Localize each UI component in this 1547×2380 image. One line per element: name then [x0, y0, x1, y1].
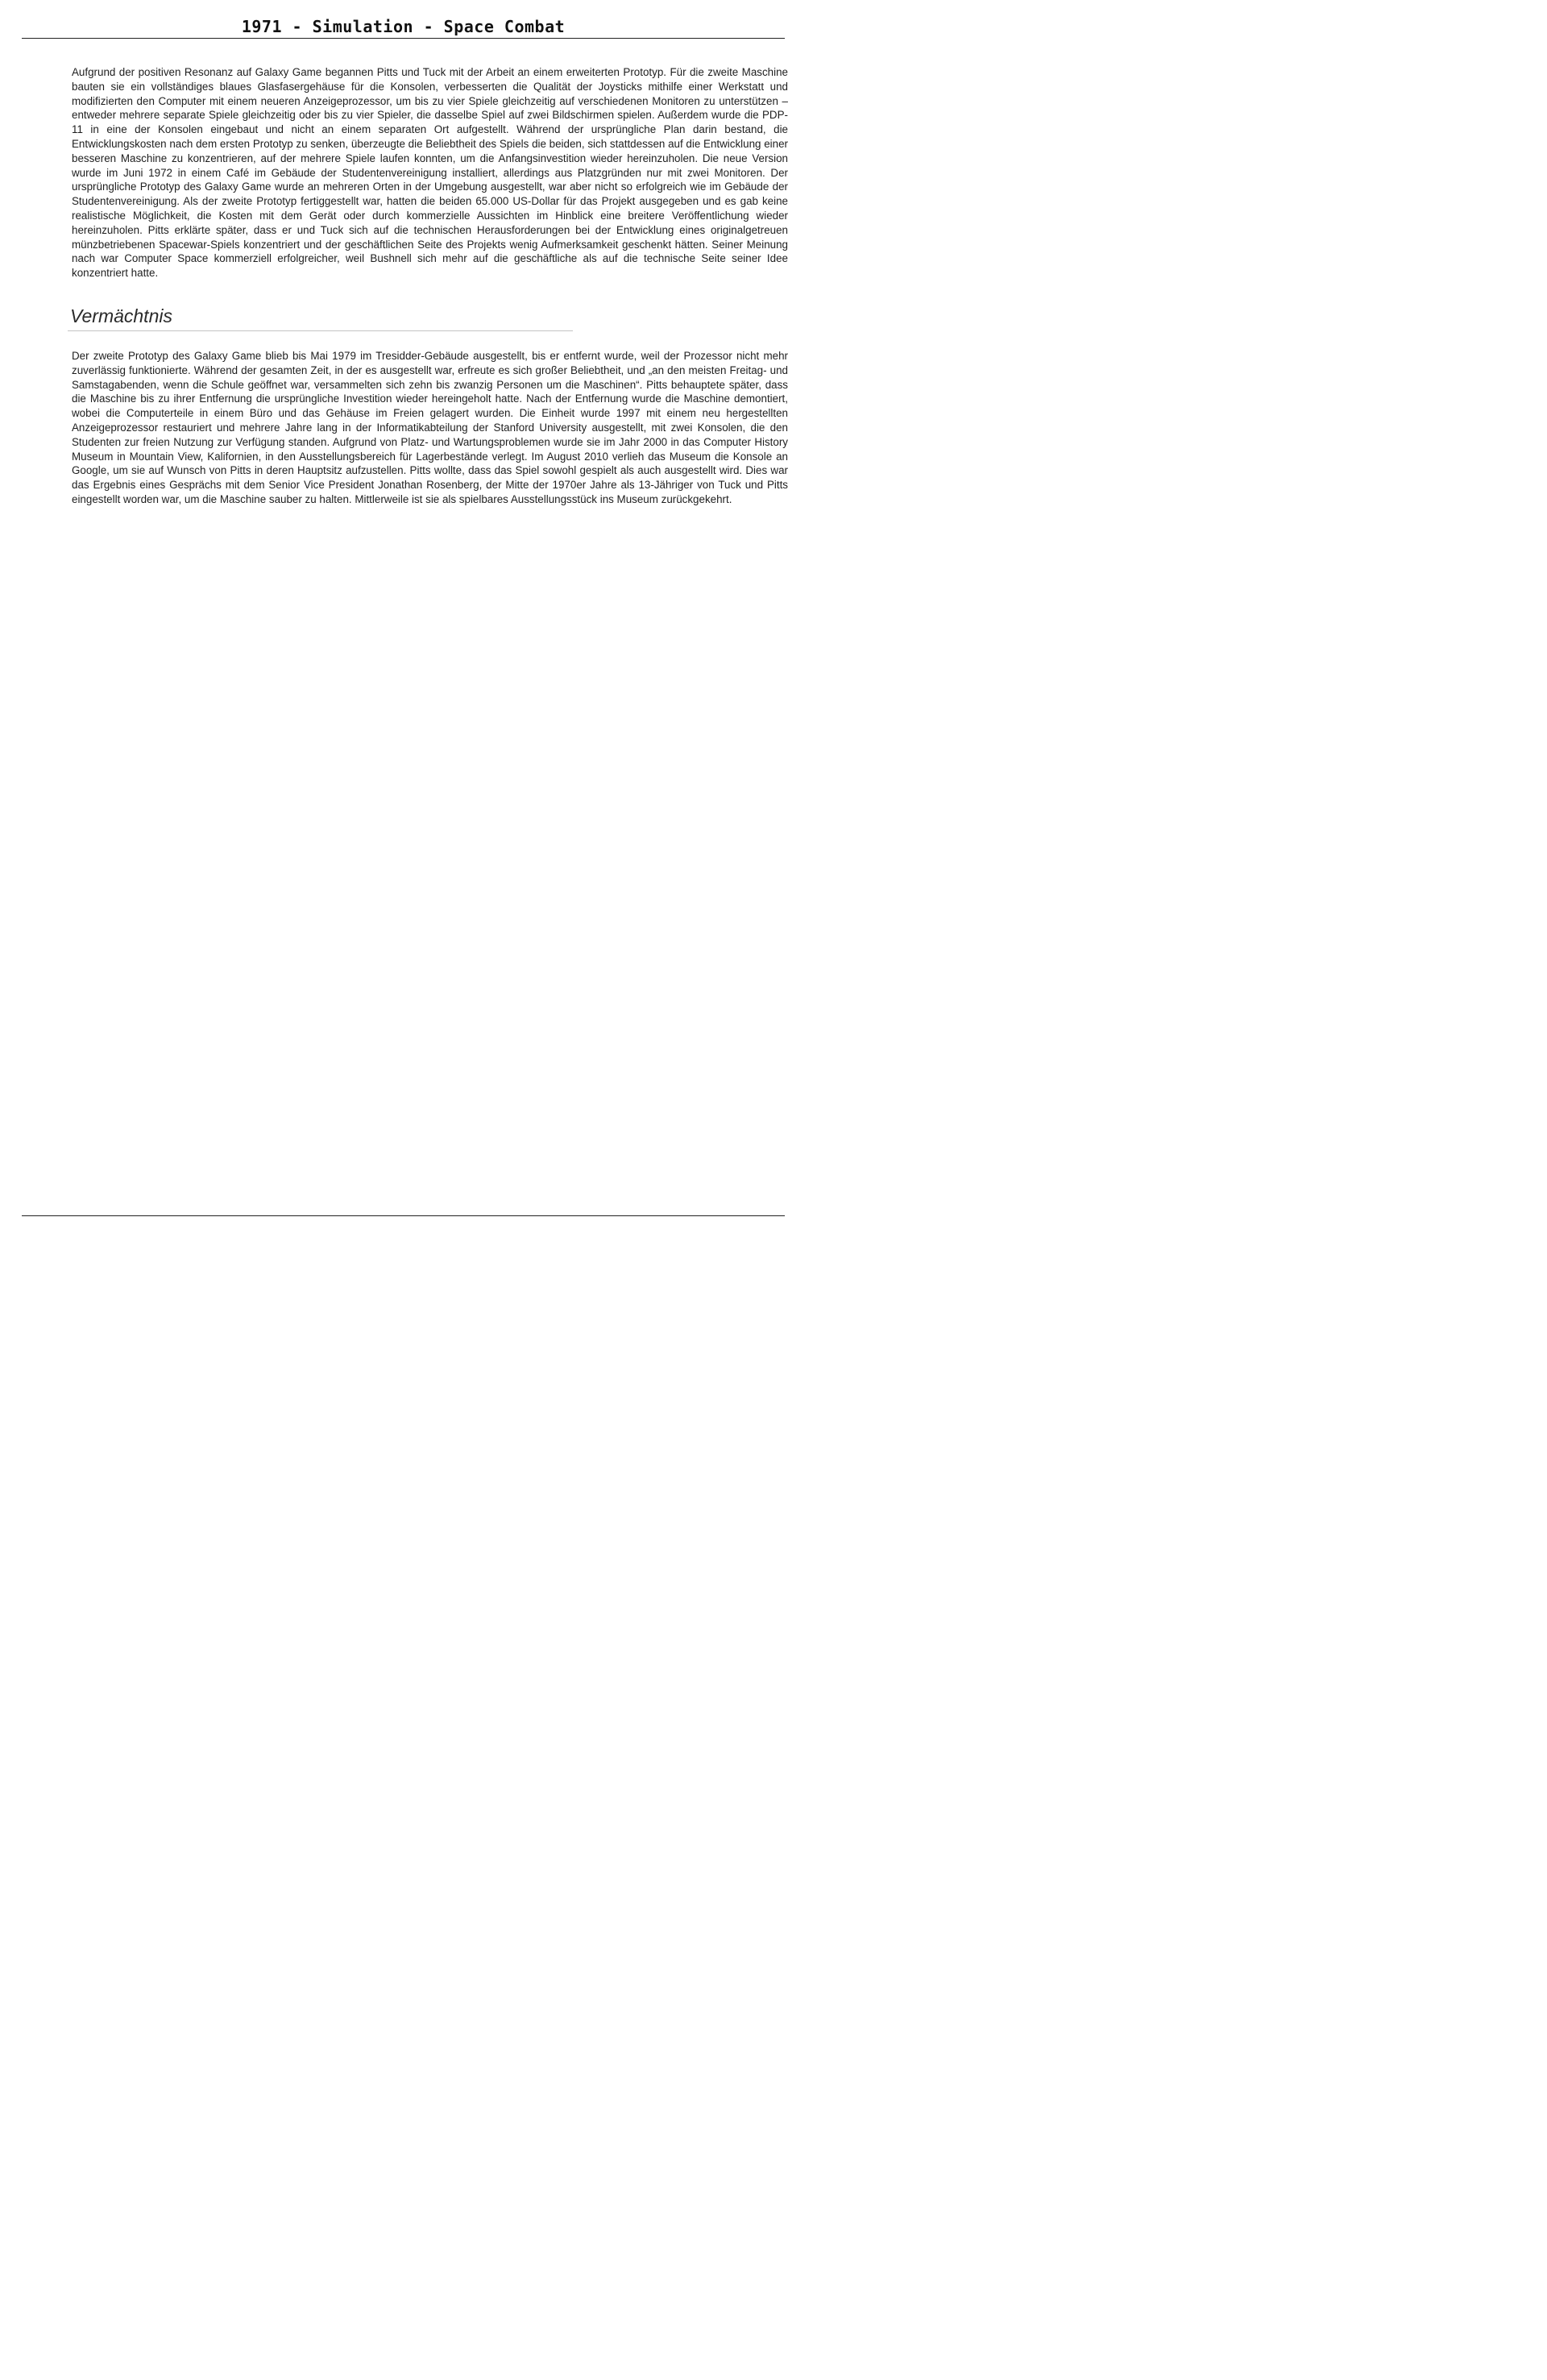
page-title: 1971 - Simulation - Space Combat	[241, 17, 566, 36]
body-paragraph-1: Aufgrund der positiven Resonanz auf Galaxy Game begannen Pitts und Tuck mit der Arbeit an einem erweiterten Prototyp. Für die zweite Maschine bauten sie ein vollständiges blaues Glasfasergehäuse für die Konsolen, verbesserten die Qualität der Joysticks mithilfe einer Werkstatt und modifizierten den Computer mit einem neueren Anzeigeprozessor, um bis zu vier Spiele gleichzeitig auf verschiedenen Monitoren zu unterstützen – entweder mehrere separate Spiele gleichzeitig oder bis zu vier Spieler, die dasselbe Spiel auf zwei Bildschirmen spielen. Außerdem wurde die PDP-11 in eine der Konsolen eingebaut und nicht an einem separaten Ort aufgestellt. Während der ursprüngliche Plan darin bestand, die Entwicklungskosten nach dem ersten Prototyp zu senken, überzeugte die Beliebtheit des Spiels die beiden, sich stattdessen auf die Entwicklung einer besseren Maschine zu konzentrieren, auf der mehrere Spiele laufen konnten, um die Anfangsinvestition wieder hereinzuholen. Die neue Version wurde im Juni 1972 in einem Café im Gebäude der Studentenvereinigung installiert, allerdings aus Platzgründen nur mit zwei Monitoren. Der ursprüngliche Prototyp des Galaxy Game wurde an mehreren Orten in der Umgebung ausgestellt, war aber nicht so erfolgreich wie im Gebäude der Studentenvereinigung. Als der zweite Prototyp fertiggestellt war, hatten die beiden 65.000 US-Dollar für das Projekt ausgegeben und es gab keine realistische Möglichkeit, die Kosten mit dem Gerät oder durch kommerzielle Aussichten im Hinblick eine breitere Veröffentlichung wieder hereinzuholen. Pitts erklärte später, dass er und Tuck sich auf die technischen Herausforderungen bei der Entwicklung eines originalgetreuen münzbetriebenen Spacewar-Spiels konzentriert und der geschäftlichen Seite des Projekts wenig Aufmerksamkeit geschenkt hätten. Seiner Meinung nach war Computer Space kommerziell erfolgreicher, weil Bushnell sich mehr auf die geschäftliche als auf die technische Seite seiner Idee konzentriert hatte.	[72, 66, 788, 280]
section-heading-vermaechtnis: Vermächtnis	[70, 305, 172, 326]
section-divider	[68, 330, 573, 331]
footer-divider	[22, 1215, 785, 1216]
body-paragraph-2: Der zweite Prototyp des Galaxy Game blieb bis Mai 1979 im Tresidder-Gebäude ausgestellt, bis er entfernt wurde, weil der Prozessor nicht mehr zuverlässig funktionierte. Während der gesamten Zeit, in der es ausgestellt war, erfreute es sich großer Beliebtheit, und „an den meisten Freitag- und Samstagabenden, wenn die Schule geöffnet war, versammelten sich zehn bis zwanzig Personen um die Maschinen“. Pitts behauptete später, dass die Maschine bis zu ihrer Entfernung die ursprüngliche Investition wieder hereingeholt hatte. Nach der Entfernung wurde die Maschine demontiert, wobei die Computerteile in einem Büro und das Gehäuse im Freien gelagert wurden. Die Einheit wurde 1997 mit einem neu hergestellten Anzeigeprozessor restauriert und mehrere Jahre lang in der Informatikabteilung der Stanford University ausgestellt, mit zwei Konsolen, die den Studenten zur freien Nutzung zur Verfügung standen. Aufgrund von Platz- und Wartungsproblemen wurde sie im Jahr 2000 in das Computer History Museum in Mountain View, Kalifornien, in den Ausstellungsbereich für Lagerbestände verlegt. Im August 2010 verlieh das Museum die Konsole an Google, um sie auf Wunsch von Pitts in deren Hauptsitz aufzustellen. Pitts wollte, dass das Spiel sowohl gespielt als auch ausgestellt wird. Dies war das Ergebnis eines Gesprächs mit dem Senior Vice President Jonathan Rosenberg, der Mitte der 1970er Jahre als 13-Jähriger von Tuck und Pitts eingestellt worden war, um die Maschine sauber zu halten. Mittlerweile ist sie als spielbares Ausstellungsstück ins Museum zurückgekehrt.	[72, 350, 788, 505]
page-header	[22, 15, 785, 39]
